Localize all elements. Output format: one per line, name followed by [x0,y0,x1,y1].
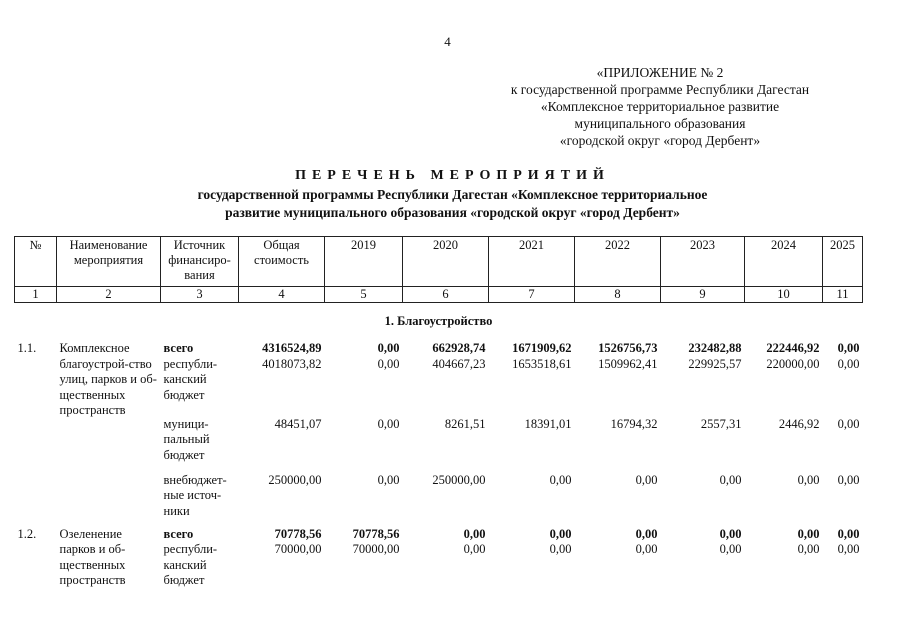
item-name: Озеленение парков и об-щественных пространств [59,526,126,587]
value-cell: 220000,00 [766,356,820,371]
appendix-line: муниципального образования [574,116,746,131]
value-cell: 1509962,41 [598,356,658,371]
page-number: 4 [444,34,451,49]
value-cell: 0,00 [549,472,572,487]
value-cell: 0,00 [837,526,860,541]
value-cell: 229925,57 [688,356,742,371]
value-cell: 0,00 [719,542,742,556]
value-cell: 0,00 [635,542,658,556]
header-cell: 2022 [575,237,661,287]
value-cell: 232482,88 [688,341,742,355]
value-cell: 404667,23 [432,356,486,371]
value-cell: 1671909,62 [512,341,572,355]
table-header-row [15,237,863,287]
value-cell: 0,00 [635,472,658,487]
value-cell: 0,00 [797,472,820,487]
value-cell: 4018073,82 [262,356,322,371]
value-cell: 0,00 [549,526,572,541]
value-cell: 0,00 [837,416,860,431]
appendix-line: «ПРИЛОЖЕНИЕ № 2 [596,65,724,80]
source-cell: республи-канский бюджет [163,542,218,587]
column-index-row [15,287,863,303]
value-cell: 18391,01 [524,416,572,431]
value-cell: 1526756,73 [598,341,658,355]
index-cell: 6 [403,287,489,303]
index-cell: 1 [15,287,57,303]
source-cell: внебюджет-ные источ-ники [163,472,227,518]
value-cell: 16794,32 [610,416,658,431]
item-number: 1.1. [17,341,37,355]
value-cell: 2446,92 [778,416,820,431]
index-cell: 9 [661,287,745,303]
activities-table [14,236,863,589]
value-cell: 0,00 [463,542,486,556]
value-cell: 0,00 [377,341,400,355]
table-row [15,521,863,543]
value-cell: 0,00 [549,542,572,556]
value-cell: 0,00 [635,526,658,541]
index-cell: 4 [239,287,325,303]
value-cell: 48451,07 [274,416,322,431]
index-cell: 7 [489,287,575,303]
value-cell: 0,00 [719,472,742,487]
item-number: 1.2. [17,526,37,541]
subtitle-line: государственной программы Республики Дагестан «Комплексное территориальное [197,187,708,202]
value-cell: 4316524,89 [262,341,322,355]
value-cell: 70000,00 [274,542,322,556]
value-cell: 0,00 [837,341,860,355]
value-cell: 1653518,61 [512,356,572,371]
value-cell: 0,00 [837,356,860,371]
header-cell: 2023 [661,237,745,287]
index-cell: 2 [57,287,161,303]
value-cell: 250000,00 [268,472,322,487]
header-cell: № [15,237,57,287]
subtitle-line: развитие муниципального образования «городской округ «город Дербент» [225,205,680,220]
value-cell: 0,00 [797,542,820,556]
value-cell: 0,00 [837,472,860,487]
appendix-line: «Комплексное территориальное развитие [540,99,780,114]
header-cell: 2019 [325,237,403,287]
value-cell: 8261,51 [444,416,486,431]
table-row [15,329,863,357]
value-cell: 70000,00 [352,542,400,556]
header-cell: Наименование мероприятия [57,237,161,287]
document-title: ПЕРЕЧЕНЬ МЕРОПРИЯТИЙ [295,168,610,183]
value-cell: 0,00 [837,542,860,556]
appendix-line: к государственной программе Республики Дагестан [510,82,810,97]
header-cell: Общая стоимость [239,237,325,287]
value-cell: 0,00 [797,526,820,541]
source-cell: республи-канский бюджет [163,356,218,402]
index-cell: 10 [745,287,823,303]
value-cell: 662928,74 [432,341,486,355]
document-subtitle [0,186,905,222]
value-cell: 0,00 [463,526,486,541]
source-cell: всего [163,526,194,541]
appendix-block [470,64,850,149]
value-cell: 250000,00 [432,472,486,487]
header-cell: 2021 [489,237,575,287]
value-cell: 0,00 [377,356,400,371]
index-cell: 8 [575,287,661,303]
source-cell: всего [163,341,194,355]
appendix-line: «городской округ «город Дербент» [559,133,761,148]
section-row [15,303,863,330]
value-cell: 2557,31 [700,416,742,431]
value-cell: 0,00 [377,416,400,431]
item-name: Комплексное благоустрой-ство улиц, парков и об-щественных пространств [59,341,157,417]
header-cell: 2020 [403,237,489,287]
value-cell: 0,00 [719,526,742,541]
header-cell: Источник финансиро-вания [161,237,239,287]
value-cell: 0,00 [377,472,400,487]
index-cell: 11 [823,287,863,303]
header-cell: 2024 [745,237,823,287]
index-cell: 3 [161,287,239,303]
source-cell: муници-пальный бюджет [163,416,210,462]
value-cell: 70778,56 [352,526,400,541]
value-cell: 70778,56 [274,526,322,541]
header-cell: 2025 [823,237,863,287]
value-cell: 222446,92 [766,341,820,355]
index-cell: 5 [325,287,403,303]
section-title: 1. Благоустройство [384,314,493,328]
